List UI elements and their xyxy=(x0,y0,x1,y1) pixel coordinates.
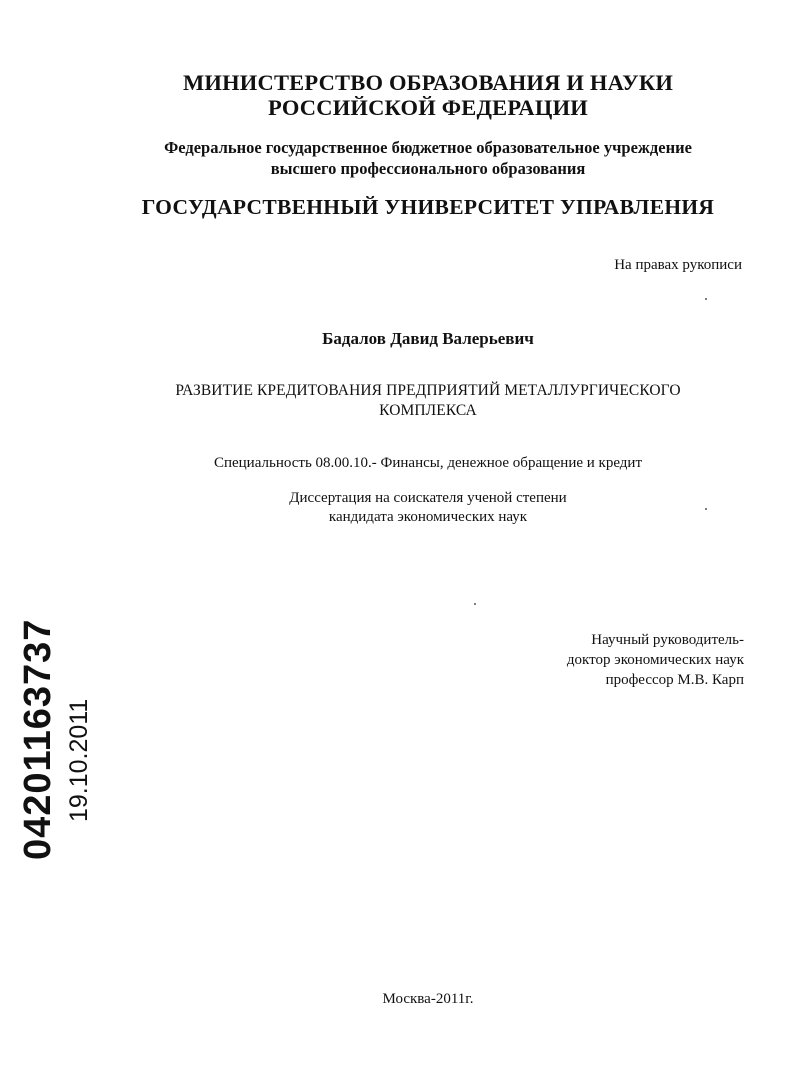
supervisor-block xyxy=(567,630,744,690)
title-line-1: РАЗВИТИЕ КРЕДИТОВАНИЯ ПРЕДПРИЯТИЙ МЕТАЛЛУРГИЧЕСКОГО xyxy=(175,382,681,399)
stamp-number: 04201163737 xyxy=(17,618,59,860)
ministry-line-2: РОССИЙСКОЙ ФЕДЕРАЦИИ xyxy=(268,95,588,120)
supervisor-line-1: Научный руководитель- xyxy=(591,632,744,648)
scan-speck xyxy=(705,298,707,300)
dissertation-degree xyxy=(30,489,796,527)
dissertation-title xyxy=(30,381,796,421)
specialty: Специальность 08.00.10.- Финансы, денежное обращение и кредит xyxy=(213,455,643,471)
scan-speck xyxy=(474,603,476,605)
author-name: Бадалов Давид Валерьевич xyxy=(322,329,534,348)
supervisor-line-3: профессор М.В. Карп xyxy=(605,672,744,688)
stamp-date: 19.10.2011 xyxy=(65,698,93,822)
city-year: Москва-2011г. xyxy=(382,991,474,1007)
degree-line-1: Диссертация на соискателя ученой степени xyxy=(289,490,567,506)
university-name: ГОСУДАРСТВЕННЫЙ УНИВЕРСИТЕТ УПРАВЛЕНИЯ xyxy=(141,195,715,219)
scan-speck xyxy=(705,508,707,510)
supervisor-line-2: доктор экономических наук xyxy=(566,652,744,668)
institution-line-1: Федеральное государственное бюджетное образовательное учреждение xyxy=(164,138,692,157)
title-line-2: КОМПЛЕКСА xyxy=(379,402,477,419)
ministry-line-1: МИНИСТЕРСТВО ОБРАЗОВАНИЯ И НАУКИ xyxy=(182,70,674,95)
ministry-heading xyxy=(30,70,796,120)
degree-line-2: кандидата экономических наук xyxy=(328,509,528,525)
institution-heading xyxy=(30,137,796,179)
institution-line-2: высшего профессионального образования xyxy=(270,159,586,178)
library-stamp xyxy=(17,618,93,860)
rights-note: На правах рукописи xyxy=(614,257,742,273)
